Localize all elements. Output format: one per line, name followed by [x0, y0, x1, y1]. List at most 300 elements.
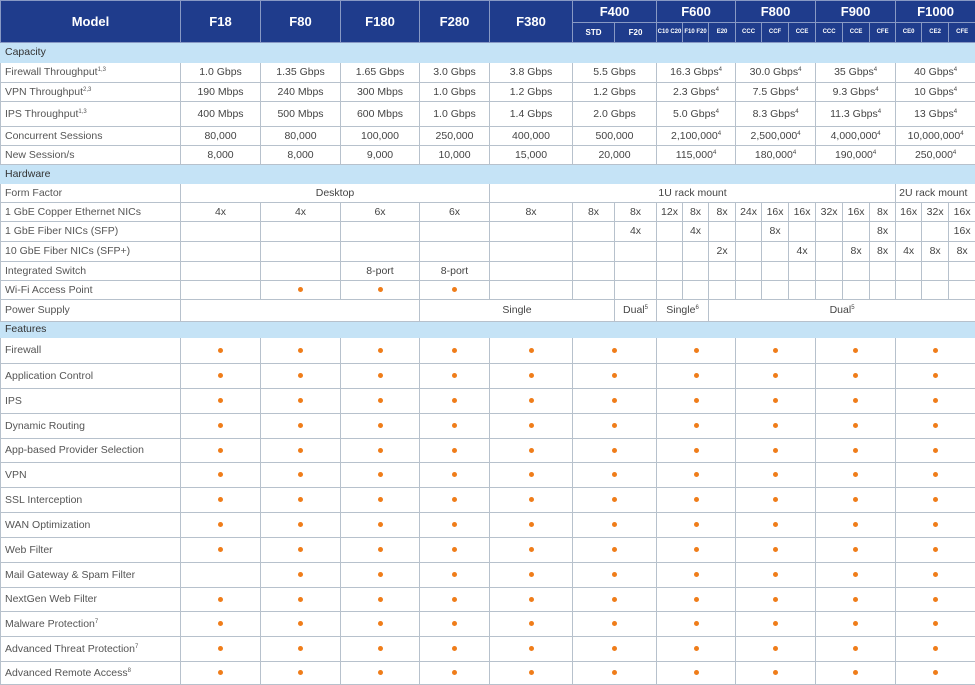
section-features: Features — [1, 322, 975, 338]
label-wifi: Wi-Fi Access Point — [1, 281, 181, 300]
check-dot — [298, 646, 303, 651]
cell: 9,000 — [341, 146, 420, 165]
check-dot — [853, 522, 858, 527]
cell: 1.35 Gbps — [261, 63, 341, 83]
cell: 4x — [181, 203, 261, 222]
check-dot — [694, 522, 699, 527]
cell: 400,000 — [490, 127, 573, 146]
check-dot — [773, 448, 778, 453]
cell: 2.0 Gbps — [573, 102, 657, 127]
label-integrated-switch: Integrated Switch — [1, 262, 181, 281]
row-concurrent-sessions: Concurrent Sessions 80,000 80,000 100,000 250,000 400,000 500,000 2,100,000$^4$ 2,500,000$^4$ 4,000,000$^4$ 10,000,000$^4$ — [1, 127, 975, 146]
feature-row — [1, 389, 975, 414]
feature-row — [1, 439, 975, 463]
feature-label: Malware Protection — [5, 618, 95, 630]
variant-f1000-ce2: CE2 — [922, 23, 949, 43]
cell: 16x — [843, 203, 870, 222]
variant-f800-ccf: CCF — [762, 23, 789, 43]
variant-f1000-cfe: CFE — [949, 23, 975, 43]
cell: 3.8 Gbps — [490, 63, 573, 83]
model-f180: F180 — [341, 1, 420, 43]
feature-label: Dynamic Routing — [5, 420, 85, 432]
model-header-row — [1, 1, 975, 23]
check-dot — [612, 448, 617, 453]
check-dot — [853, 572, 858, 577]
cell: 80,000 — [261, 127, 341, 146]
cell: 20,000 — [573, 146, 657, 165]
check-dot — [773, 472, 778, 477]
check-dot — [612, 497, 617, 502]
check-dot — [378, 572, 383, 577]
check-dot — [933, 373, 938, 378]
variant-f900-cce: CCE — [843, 23, 870, 43]
check-dot — [218, 547, 223, 552]
check-dot — [452, 597, 457, 602]
cell: 4,000,000 — [831, 130, 878, 142]
check-dot — [452, 287, 457, 292]
check-dot — [452, 398, 457, 403]
check-dot — [773, 373, 778, 378]
check-dot — [298, 287, 303, 292]
check-dot — [529, 373, 534, 378]
check-dot — [298, 448, 303, 453]
row-fiber-sfp-plus — [1, 242, 975, 262]
cell: 250,000 — [915, 149, 953, 161]
check-dot — [529, 348, 534, 353]
cell: 2U rack mount — [896, 184, 975, 203]
label-form-factor: Form Factor — [1, 184, 181, 203]
cell: 8x — [709, 203, 736, 222]
cell: 2.3 Gbps — [673, 86, 716, 98]
check-dot — [694, 373, 699, 378]
cell: 4x — [789, 242, 816, 262]
cell: 240 Mbps — [261, 83, 341, 102]
check-dot — [933, 547, 938, 552]
row-firewall-throughput: Firewall Throughput$^{1,3}$ 1.0 Gbps 1.35 Gbps 1.65 Gbps 3.0 Gbps 3.8 Gbps 5.5 Gbps 16.3 Gbps$^4$ 30.0 Gbps$^4$ 35 Gbps$^4$ 40 Gbps$^4$ — [1, 63, 975, 83]
cell: 80,000 — [181, 127, 261, 146]
check-dot — [694, 497, 699, 502]
check-dot — [694, 348, 699, 353]
check-dot — [218, 670, 223, 675]
check-dot — [529, 670, 534, 675]
cell: 600 Mbps — [341, 102, 420, 127]
cell: 1U rack mount — [490, 184, 896, 203]
check-dot — [773, 646, 778, 651]
cell: 8x — [683, 203, 709, 222]
cell: 15,000 — [490, 146, 573, 165]
check-dot — [694, 646, 699, 651]
cell: 35 Gbps — [834, 66, 874, 78]
cell: 2,100,000 — [671, 130, 718, 142]
check-dot — [452, 373, 457, 378]
feature-label: Web Filter — [5, 544, 53, 556]
cell: 8x — [490, 203, 573, 222]
check-dot — [853, 348, 858, 353]
check-dot — [694, 423, 699, 428]
check-dot — [612, 472, 617, 477]
cell: 500,000 — [573, 127, 657, 146]
check-dot — [378, 472, 383, 477]
check-dot — [612, 398, 617, 403]
label-concurrent-sessions: Concurrent Sessions — [1, 127, 181, 146]
cell: 2x — [709, 242, 736, 262]
check-dot — [452, 522, 457, 527]
check-dot — [933, 621, 938, 626]
check-dot — [218, 621, 223, 626]
check-dot — [529, 448, 534, 453]
check-dot — [378, 287, 383, 292]
feature-row — [1, 588, 975, 612]
check-dot — [298, 348, 303, 353]
check-dot — [298, 597, 303, 602]
check-dot — [218, 472, 223, 477]
cell: 32x — [816, 203, 843, 222]
model-f400: F400 — [573, 1, 657, 23]
check-dot — [612, 646, 617, 651]
row-vpn-throughput: VPN Throughput$^{2,3}$ 190 Mbps 240 Mbps 300 Mbps 1.0 Gbps 1.2 Gbps 1.2 Gbps 2.3 Gbps$^4$ 7.5 Gbps$^4$ 9.3 Gbps$^4$ 10 Gbps$^4$ — [1, 83, 975, 102]
model-f380: F380 — [490, 1, 573, 43]
check-dot — [452, 621, 457, 626]
check-dot — [298, 670, 303, 675]
feature-row — [1, 364, 975, 389]
cell: 8x — [870, 203, 896, 222]
check-dot — [298, 497, 303, 502]
cell: 8x — [762, 222, 789, 242]
check-dot — [452, 348, 457, 353]
check-dot — [853, 547, 858, 552]
check-dot — [612, 621, 617, 626]
check-dot — [378, 621, 383, 626]
check-dot — [529, 398, 534, 403]
check-dot — [773, 597, 778, 602]
check-dot — [773, 398, 778, 403]
check-dot — [452, 572, 457, 577]
cell: 8.3 Gbps — [753, 108, 796, 120]
label-copper-nics: 1 GbE Copper Ethernet NICs — [1, 203, 181, 222]
row-fiber-sfp — [1, 222, 975, 242]
check-dot — [218, 398, 223, 403]
variant-f400-std: STD — [573, 23, 615, 43]
cell: 16x — [949, 203, 975, 222]
cell: Single — [420, 300, 615, 322]
check-dot — [612, 522, 617, 527]
check-dot — [218, 348, 223, 353]
feature-label: Advanced Threat Protection — [5, 643, 135, 655]
cell: 2,500,000 — [751, 130, 798, 142]
check-dot — [218, 423, 223, 428]
cell: 10,000 — [420, 146, 490, 165]
feature-row — [1, 463, 975, 488]
cell: 1.0 Gbps — [181, 63, 261, 83]
variant-f800-ccc: CCC — [736, 23, 762, 43]
check-dot — [529, 547, 534, 552]
model-f1000: F1000 — [896, 1, 975, 23]
check-dot — [853, 497, 858, 502]
cell: 16.3 Gbps — [670, 66, 718, 78]
model-header: Model — [1, 1, 181, 43]
cell: 1.4 Gbps — [490, 102, 573, 127]
check-dot — [298, 621, 303, 626]
check-dot — [612, 348, 617, 353]
cell: 16x — [762, 203, 789, 222]
check-dot — [853, 597, 858, 602]
check-dot — [773, 547, 778, 552]
cell: 4x — [683, 222, 709, 242]
check-dot — [529, 472, 534, 477]
check-dot — [933, 472, 938, 477]
cell: 8x — [573, 203, 615, 222]
cell: 30.0 Gbps — [750, 66, 798, 78]
row-copper-nics — [1, 203, 975, 222]
cell: 6x — [420, 203, 490, 222]
check-dot — [452, 448, 457, 453]
cell: 500 Mbps — [261, 102, 341, 127]
check-dot — [612, 373, 617, 378]
check-dot — [218, 373, 223, 378]
check-dot — [218, 522, 223, 527]
cell: 16x — [896, 203, 922, 222]
check-dot — [694, 547, 699, 552]
cell: 8-port — [420, 262, 490, 281]
cell: 8x — [870, 242, 896, 262]
check-dot — [452, 497, 457, 502]
check-dot — [773, 572, 778, 577]
check-dot — [218, 597, 223, 602]
cell: 7.5 Gbps — [753, 86, 796, 98]
variant-f600-c10: C10 C20 — [657, 23, 683, 43]
check-dot — [378, 597, 383, 602]
label-fiber-sfp-plus: 10 GbE Fiber NICs (SFP+) — [1, 242, 181, 262]
row-ips-throughput: IPS Throughput$^{1,3}$ 400 Mbps 500 Mbps 600 Mbps 1.0 Gbps 1.4 Gbps 2.0 Gbps 5.0 Gbps$^4$ 8.3 Gbps$^4$ 11.3 Gbps$^4$ 13 Gbps$^4$ — [1, 102, 975, 127]
feature-row — [1, 563, 975, 588]
cell: 9.3 Gbps — [833, 86, 876, 98]
cell: 8x — [949, 242, 975, 262]
cell: 13 Gbps — [914, 108, 954, 120]
check-dot — [612, 572, 617, 577]
variant-f900-cfe: CFE — [870, 23, 896, 43]
feature-label: VPN — [5, 469, 27, 481]
section-hardware: Hardware — [1, 165, 975, 184]
cell: 1.65 Gbps — [341, 63, 420, 83]
feature-row — [1, 538, 975, 563]
model-f600: F600 — [657, 1, 736, 23]
label-power-supply: Power Supply — [1, 300, 181, 322]
cell: 100,000 — [341, 127, 420, 146]
check-dot — [218, 448, 223, 453]
check-dot — [933, 423, 938, 428]
check-dot — [612, 547, 617, 552]
check-dot — [378, 448, 383, 453]
check-dot — [694, 398, 699, 403]
check-dot — [452, 547, 457, 552]
cell: 115,000 — [676, 149, 713, 161]
check-dot — [612, 597, 617, 602]
check-dot — [378, 373, 383, 378]
feature-label: IPS — [5, 395, 22, 407]
cell: 24x — [736, 203, 762, 222]
check-dot — [298, 472, 303, 477]
label-new-sessions: New Session/s — [1, 146, 181, 165]
cell: Dual — [830, 304, 852, 316]
check-dot — [529, 621, 534, 626]
row-wifi — [1, 281, 975, 300]
check-dot — [529, 646, 534, 651]
check-dot — [529, 597, 534, 602]
check-dot — [298, 423, 303, 428]
check-dot — [773, 522, 778, 527]
check-dot — [378, 522, 383, 527]
cell: Single — [666, 304, 695, 316]
check-dot — [694, 670, 699, 675]
variant-f600-f10: F10 F20 — [683, 23, 709, 43]
feature-label: SSL Interception — [5, 494, 82, 506]
variant-f800-cce: CCE — [789, 23, 816, 43]
cell: Dual — [623, 304, 645, 316]
feature-row — [1, 414, 975, 439]
cell: 1.2 Gbps — [573, 83, 657, 102]
feature-label: Firewall — [5, 344, 41, 356]
cell: 16x — [789, 203, 816, 222]
check-dot — [452, 646, 457, 651]
cell: 12x — [657, 203, 683, 222]
feature-row — [1, 488, 975, 513]
check-dot — [452, 423, 457, 428]
check-dot — [612, 670, 617, 675]
label-vpn-throughput: VPN Throughput — [5, 86, 83, 98]
check-dot — [853, 621, 858, 626]
check-dot — [853, 423, 858, 428]
cell: 1.2 Gbps — [490, 83, 573, 102]
check-dot — [853, 472, 858, 477]
cell: 1.0 Gbps — [420, 102, 490, 127]
check-dot — [773, 348, 778, 353]
check-dot — [933, 646, 938, 651]
label-fiber-sfp: 1 GbE Fiber NICs (SFP) — [1, 222, 181, 242]
model-f80: F80 — [261, 1, 341, 43]
check-dot — [933, 398, 938, 403]
check-dot — [378, 423, 383, 428]
check-dot — [853, 646, 858, 651]
cell: 4x — [615, 222, 657, 242]
check-dot — [933, 448, 938, 453]
check-dot — [933, 597, 938, 602]
cell: 10,000,000 — [908, 130, 961, 142]
feature-row: Malware Protection$^7$ — [1, 612, 975, 637]
check-dot — [853, 398, 858, 403]
cell: 16x — [949, 222, 975, 242]
check-dot — [694, 448, 699, 453]
check-dot — [298, 373, 303, 378]
feature-row — [1, 338, 975, 364]
cell: 6x — [341, 203, 420, 222]
check-dot — [298, 522, 303, 527]
feature-label: WAN Optimization — [5, 519, 90, 531]
check-dot — [853, 448, 858, 453]
check-dot — [694, 472, 699, 477]
check-dot — [933, 522, 938, 527]
cell: 1.0 Gbps — [420, 83, 490, 102]
cell: 5.5 Gbps — [573, 63, 657, 83]
feature-row: Advanced Remote Access$^8$ — [1, 662, 975, 685]
cell: Desktop — [181, 184, 490, 203]
check-dot — [933, 572, 938, 577]
cell: 4x — [261, 203, 341, 222]
check-dot — [612, 423, 617, 428]
check-dot — [773, 497, 778, 502]
feature-row: Advanced Threat Protection$^7$ — [1, 637, 975, 662]
label-ips-throughput: IPS Throughput — [5, 108, 78, 120]
cell: 5.0 Gbps — [673, 108, 716, 120]
cell: 8x — [922, 242, 949, 262]
check-dot — [773, 670, 778, 675]
check-dot — [378, 670, 383, 675]
check-dot — [933, 670, 938, 675]
check-dot — [933, 497, 938, 502]
row-form-factor — [1, 184, 975, 203]
cell: 300 Mbps — [341, 83, 420, 102]
check-dot — [298, 572, 303, 577]
feature-label: Application Control — [5, 370, 93, 382]
cell: 8x — [870, 222, 896, 242]
check-dot — [298, 547, 303, 552]
check-dot — [378, 547, 383, 552]
cell: 400 Mbps — [181, 102, 261, 127]
check-dot — [529, 497, 534, 502]
feature-row — [1, 513, 975, 538]
check-dot — [452, 670, 457, 675]
check-dot — [218, 646, 223, 651]
cell: 8x — [843, 242, 870, 262]
variant-f400-f20: F20 — [615, 23, 657, 43]
section-capacity: Capacity — [1, 43, 975, 63]
check-dot — [773, 423, 778, 428]
check-dot — [529, 423, 534, 428]
check-dot — [378, 646, 383, 651]
cell: 8,000 — [181, 146, 261, 165]
check-dot — [218, 497, 223, 502]
cell: 190,000 — [835, 149, 873, 161]
check-dot — [378, 497, 383, 502]
cell: 32x — [922, 203, 949, 222]
model-f280: F280 — [420, 1, 490, 43]
cell: 4x — [896, 242, 922, 262]
variant-f600-e20: E20 — [709, 23, 736, 43]
check-dot — [933, 348, 938, 353]
model-f900: F900 — [816, 1, 896, 23]
label-firewall-throughput: Firewall Throughput — [5, 66, 98, 78]
check-dot — [694, 597, 699, 602]
check-dot — [773, 621, 778, 626]
cell: 8-port — [341, 262, 420, 281]
variant-f1000-ce0: CE0 — [896, 23, 922, 43]
feature-label: Mail Gateway & Spam Filter — [5, 569, 135, 581]
check-dot — [853, 373, 858, 378]
check-dot — [452, 472, 457, 477]
check-dot — [694, 572, 699, 577]
feature-label: NextGen Web Filter — [5, 593, 97, 605]
cell: 3.0 Gbps — [420, 63, 490, 83]
cell: 11.3 Gbps — [830, 108, 878, 120]
cell: 8,000 — [261, 146, 341, 165]
model-f800: F800 — [736, 1, 816, 23]
check-dot — [298, 398, 303, 403]
feature-label: App-based Provider Selection — [5, 444, 144, 456]
cell: 40 Gbps — [914, 66, 954, 78]
check-dot — [378, 398, 383, 403]
row-power-supply: Power Supply Single Dual$^5$ Single$^6$ Dual$^5$ — [1, 300, 975, 322]
cell: 8x — [615, 203, 657, 222]
check-dot — [853, 670, 858, 675]
